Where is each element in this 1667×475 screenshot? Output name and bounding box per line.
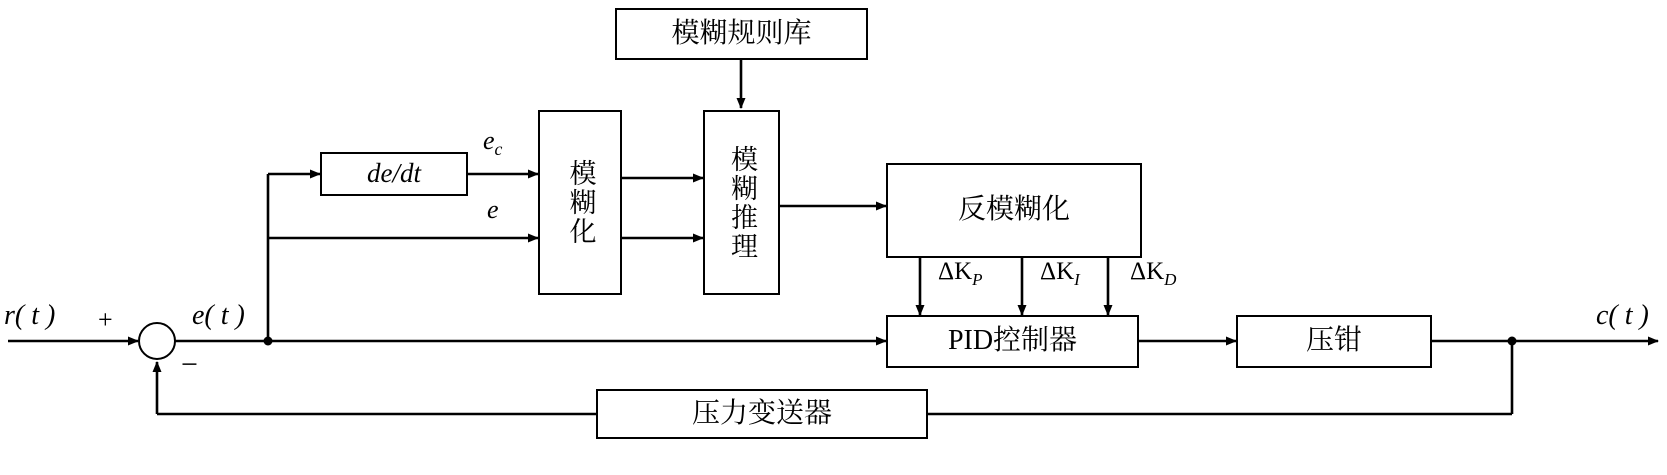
- label-minus-sign: −: [181, 348, 198, 381]
- label-delta-kd-base: ΔK: [1130, 258, 1165, 285]
- label-ec-sub: c: [494, 139, 503, 160]
- block-defuzzifier[interactable]: [886, 163, 1142, 258]
- label-ec: [483, 126, 502, 160]
- label-delta-kd: [1130, 258, 1176, 290]
- summing-junction: [138, 322, 176, 360]
- label-error-signal: e( t ): [192, 300, 245, 331]
- label-delta-kp-base: ΔK: [938, 258, 973, 285]
- block-clamp-label: 压钳: [1305, 325, 1362, 357]
- label-output-signal: c( t ): [1596, 300, 1649, 331]
- label-input-signal: r( t ): [4, 300, 56, 331]
- label-plus-sign: +: [98, 305, 113, 334]
- block-fuzzifier-label: 模糊化: [565, 159, 596, 246]
- label-delta-kp-sub: P: [972, 270, 983, 289]
- block-fuzzy-rule-base-label: 模糊规则库: [671, 17, 812, 49]
- block-pressure-transmitter-label: 压力变送器: [691, 397, 832, 429]
- label-delta-kd-sub: D: [1164, 270, 1177, 289]
- block-derivative[interactable]: [320, 152, 468, 196]
- label-delta-ki-base: ΔK: [1040, 258, 1075, 285]
- label-e: e: [487, 195, 499, 224]
- block-derivative-label: de/dt: [367, 158, 421, 189]
- label-delta-ki: [1040, 258, 1080, 290]
- block-defuzzifier-label: 反模糊化: [957, 194, 1070, 226]
- block-pressure-transmitter[interactable]: [596, 389, 928, 439]
- label-ec-base: e: [483, 126, 495, 155]
- block-clamp[interactable]: [1236, 315, 1432, 368]
- block-fuzzifier[interactable]: [538, 110, 622, 295]
- label-delta-ki-sub: I: [1074, 270, 1080, 289]
- block-fuzzy-rule-base[interactable]: [615, 8, 868, 60]
- label-delta-kp: [938, 258, 983, 290]
- block-pid-controller-label: PID控制器: [947, 325, 1078, 357]
- block-pid-controller[interactable]: [886, 315, 1139, 368]
- block-fuzzy-inference[interactable]: [703, 110, 780, 295]
- block-fuzzy-inference-label: 模糊推理: [727, 144, 758, 261]
